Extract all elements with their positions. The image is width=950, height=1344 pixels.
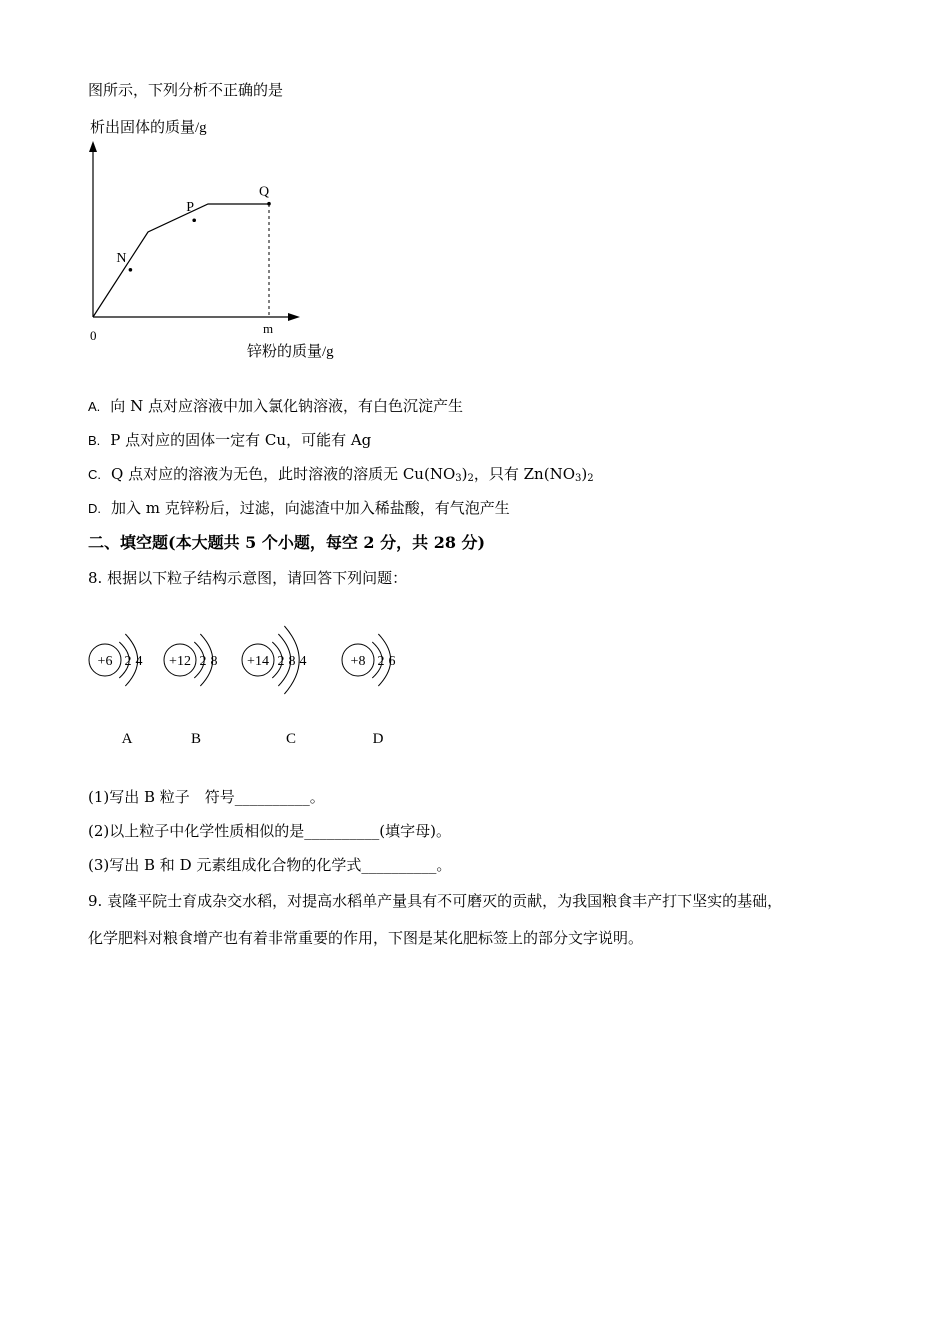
- shell-electron-count: 8: [210, 654, 218, 669]
- point-label-Q: Q: [259, 184, 270, 200]
- question-8-stem: 8. 根据以下粒子结构示意图，请回答下列问题：: [88, 569, 408, 587]
- atom-B: [164, 634, 218, 747]
- atom-label: B: [190, 731, 202, 747]
- x-axis-arrow: [288, 313, 300, 321]
- shell-electron-count: 2: [199, 654, 207, 669]
- nucleus-charge: +8: [350, 654, 366, 669]
- option-d[interactable]: D. 加入 m 克锌粉后，过滤，向滤渣中加入稀盐酸，有气泡产生: [88, 499, 510, 517]
- origin-label: 0: [90, 328, 97, 343]
- question-8-sub2: (2)以上粒子中化学性质相似的是__________(填字母)。: [88, 822, 451, 840]
- point-label-N: N: [116, 250, 127, 266]
- shell-electron-count: 2: [124, 654, 132, 669]
- y-axis-label: 析出固体的质量/g: [90, 120, 207, 136]
- particle-structure-diagrams: [80, 598, 420, 758]
- point-label-P: P: [186, 200, 194, 216]
- y-axis-arrow: [89, 141, 97, 152]
- point-N: [129, 268, 133, 272]
- question-8-sub1: (1)写出 B 粒子 符号__________。: [88, 788, 325, 806]
- point-Q: [267, 202, 271, 206]
- shell-electron-count: 2: [277, 654, 285, 669]
- x-axis-label: 锌粉的质量/g: [247, 344, 334, 360]
- zinc-mass-chart: [80, 112, 380, 367]
- shell-electron-count: 2: [377, 654, 385, 669]
- atom-label: D: [372, 731, 384, 747]
- atom-label: A: [121, 731, 133, 747]
- question-9-line1: 9. 袁隆平院士育成杂交水稻，对提高水稻单产量具有不可磨灭的贡献，为我国粮食丰产打下坚实的基础，: [88, 892, 783, 910]
- section-2-title: 二、填空题(本大题共 5 个小题，每空 2 分，共 28 分): [88, 533, 486, 552]
- option-a[interactable]: A. 向 N 点对应溶液中加入氯化钠溶液，有白色沉淀产生: [88, 397, 463, 415]
- point-P: [192, 218, 196, 222]
- nucleus-charge: +12: [169, 654, 191, 669]
- question-9-line2: 化学肥料对粮食增产也有着非常重要的作用，下图是某化肥标签上的部分文字说明。: [88, 929, 644, 947]
- shell-electron-count: 4: [135, 654, 143, 669]
- m-tick-label: m: [263, 321, 274, 336]
- atom-C: [242, 626, 307, 747]
- option-c[interactable]: C. Q 点对应的溶液为无色，此时溶液的溶质无 $Cu(NO_3)_2$，只有 $Zn(NO_3)_2$: [88, 465, 594, 484]
- nucleus-charge: +14: [247, 654, 269, 669]
- nucleus-charge: +6: [97, 654, 113, 669]
- question-intro: 图所示，下列分析不正确的是: [88, 81, 284, 99]
- shell-electron-count: 8: [288, 654, 296, 669]
- option-b[interactable]: B. P 点对应的固体一定有 Cu，可能有 Ag: [88, 431, 372, 449]
- atom-A: [89, 634, 143, 747]
- shell-electron-count: 4: [299, 654, 307, 669]
- shell-electron-count: 6: [388, 654, 396, 669]
- question-8-sub3: (3)写出 B 和 D 元素组成化合物的化学式__________。: [88, 856, 452, 874]
- atom-D: [342, 634, 396, 747]
- atom-label: C: [285, 731, 297, 747]
